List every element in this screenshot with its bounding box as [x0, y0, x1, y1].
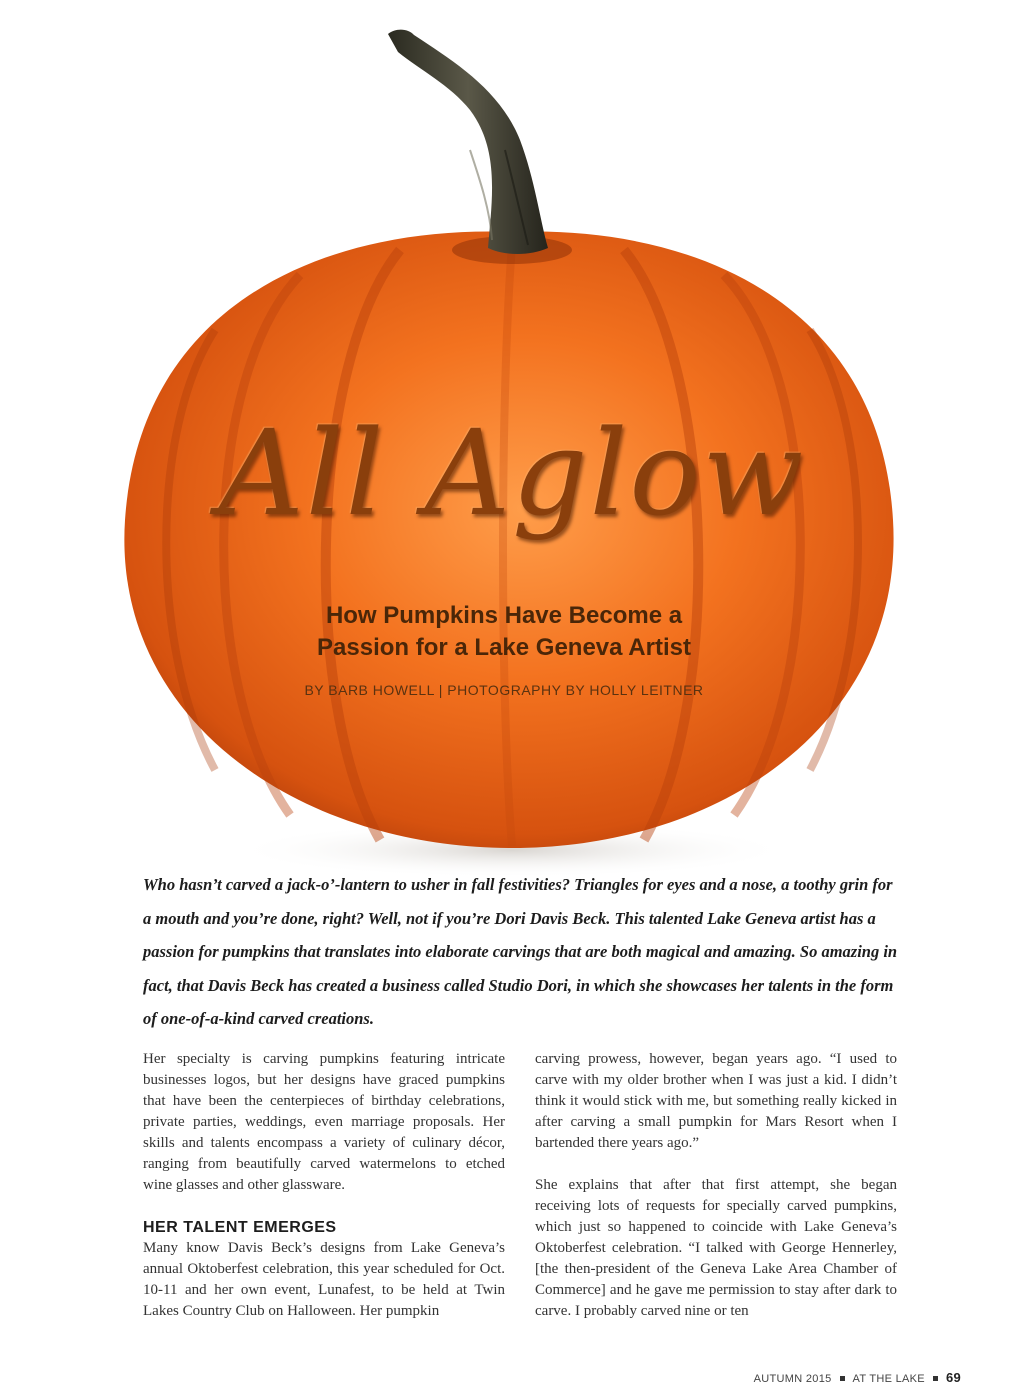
- footer-issue: AUTUMN 2015: [753, 1373, 832, 1385]
- footer-magazine: AT THE LAKE: [852, 1373, 925, 1385]
- article-subtitle: [0, 600, 1008, 664]
- article-intro: Who hasn’t carved a jack-o’-lantern to usher in fall festivities? Triangles for eyes and a nose, a toothy grin for a mouth and you’re done, right? Well, not if you’re Dori Davis Beck. This talented Lake Geneva artist has a passion for pumpkins that translates into elaborate carvings that are both magical and amazing. So amazing in fact, that Davis Beck has created a business called Studio Dori, in which she showcases her talents in the form of one-of-a-kind carved creations.: [143, 875, 898, 1029]
- right-paragraph-1: carving prowess, however, began years ago. “I used to carve with my older brother when I was just a kid. I didn’t think it would stick with me, but something really kicked in after carving a small pumpkin for Mars Resort when I bartended there years ago.”: [535, 1051, 897, 1151]
- section-heading: HER TALENT EMERGES: [143, 1219, 337, 1236]
- page-footer: [754, 1370, 961, 1385]
- left-paragraph-1: Her specialty is carving pumpkins featuring intricate businesses logos, but her designs have graced pumpkins that have been the centerpieces of birthday celebrations, private parties, weddings, even marriage proposals. Her skills and talents encompass a variety of culinary décor, ranging from beautifully carved watermelons to etched wine glasses and other glassware.: [143, 1051, 505, 1193]
- article-title: All Aglow: [218, 404, 806, 542]
- separator-square-icon: [840, 1376, 845, 1381]
- left-column: [143, 1049, 505, 1322]
- page-number: 69: [945, 1370, 961, 1385]
- article-byline: BY BARB HOWELL | PHOTOGRAPHY BY HOLLY LEITNER: [304, 682, 704, 698]
- subtitle-line-2: Passion for a Lake Geneva Artist: [317, 634, 691, 661]
- separator-square-icon: [933, 1376, 938, 1381]
- left-paragraph-2: Many know Davis Beck’s designs from Lake Geneva’s annual Oktoberfest celebration, this year scheduled for Oct. 10-11 and her own event, Lunafest, to be held at Twin Lakes Country Club on Halloween. Her pumpkin: [143, 1240, 505, 1319]
- subtitle-line-1: How Pumpkins Have Become a: [325, 602, 683, 629]
- right-paragraph-2: She explains that after that first attempt, she began receiving lots of requests for specially carved pumpkins, which just so happened to coincide with Lake Geneva’s Oktoberfest celebration. “I talked with George Hennerley, [the then-president of the Geneva Lake Area Chamber of Commerce] and he gave me permission to stay after dark to carve. I probably carved nine or ten: [535, 1177, 897, 1319]
- right-column: [535, 1049, 897, 1322]
